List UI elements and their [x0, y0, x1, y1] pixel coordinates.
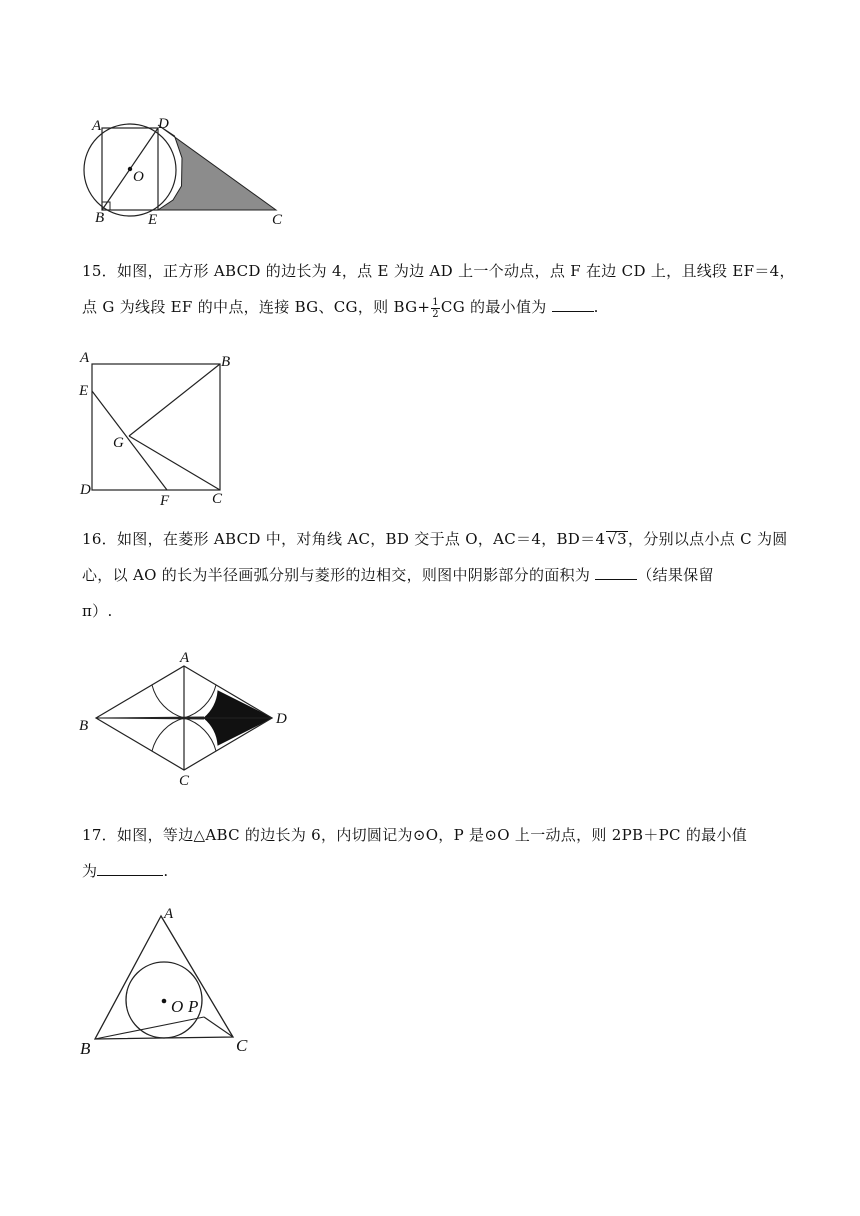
- q15-label-c: C: [212, 491, 223, 507]
- q17-label-p: P: [188, 997, 199, 1016]
- q14-label-b: B: [95, 210, 105, 226]
- q15-label-g: G: [113, 435, 124, 451]
- question-16: [82, 521, 788, 629]
- q15-segment-cg: [129, 436, 220, 490]
- q14-label-e: E: [148, 212, 158, 228]
- q16-label-c: C: [179, 773, 190, 789]
- q15-segment-bg: [129, 364, 220, 436]
- q17-label-o: O: [171, 997, 184, 1016]
- q14-label-c: C: [272, 212, 283, 228]
- q16-label-b: B: [79, 718, 89, 734]
- q17-label-c: C: [236, 1036, 248, 1055]
- q17-segment-pc: [204, 1017, 233, 1037]
- q15-label-a: A: [80, 350, 90, 366]
- q15-square: [92, 364, 220, 490]
- q15-number: 15．: [82, 262, 117, 280]
- q14-figure: [80, 110, 300, 230]
- q16-label-d: D: [276, 711, 287, 727]
- q14-center-dot: [128, 167, 132, 171]
- q17-label-a: A: [164, 906, 174, 922]
- q15-line-2: 点 G 为线段 EF 的中点，连接 BG、CG，则 BG+ $\frac{1}{2}$ CG 的最小值为 .: [82, 296, 599, 320]
- q17-label-b: B: [80, 1039, 91, 1058]
- q14-label-a: A: [92, 118, 102, 134]
- q17-figure: [76, 900, 266, 1065]
- q16-line-3: π）.: [82, 602, 113, 620]
- q15-label-e: E: [79, 383, 89, 399]
- q16-number: 16．: [82, 530, 117, 548]
- q15-label-d: D: [80, 482, 91, 498]
- q17-answer-blank[interactable]: [97, 861, 163, 876]
- q16-sqrt: √3: [607, 530, 627, 548]
- q17-number: 17．: [82, 826, 117, 844]
- question-17: [82, 817, 782, 889]
- q15-fraction: $\frac{1}{2}$: [432, 296, 439, 320]
- q16-line-2: 心，以 AO 的长为半径画弧分别与菱形的边相交，则图中阴影部分的面积为 （结果保留: [82, 566, 714, 584]
- q17-line-2: 为 .: [82, 862, 169, 880]
- q16-line-1: 16．如图，在菱形 ABCD 中，对角线 AC，BD 交于点 O，AC＝4，BD＝4 √3，分别以点小点 C 为圆: [82, 530, 788, 548]
- q15-answer-blank[interactable]: [552, 297, 594, 312]
- q14-label-o: O: [133, 169, 144, 185]
- q17-center-dot: [162, 999, 167, 1004]
- q17-triangle: [95, 916, 233, 1039]
- q16-answer-blank[interactable]: [595, 565, 637, 580]
- q15-label-f: F: [160, 493, 170, 509]
- q15-line-1: 15．如图，正方形 ABCD 的边长为 4，点 E 为边 AD 上一个动点，点 F 在边 CD 上，且线段 EF＝4，: [82, 262, 795, 280]
- q15-segment-ef: [92, 391, 167, 490]
- q14-label-d: D: [158, 116, 169, 132]
- q16-figure: [76, 650, 306, 790]
- q15-figure: [76, 348, 246, 513]
- q15-label-b: B: [221, 354, 231, 370]
- question-15: [82, 253, 795, 325]
- q17-line-1: 17．如图，等边△ABC 的边长为 6，内切圆记为⊙O，P 是⊙O 上一动点，则 2PB＋PC 的最小值: [82, 826, 748, 844]
- q16-label-a: A: [180, 650, 190, 666]
